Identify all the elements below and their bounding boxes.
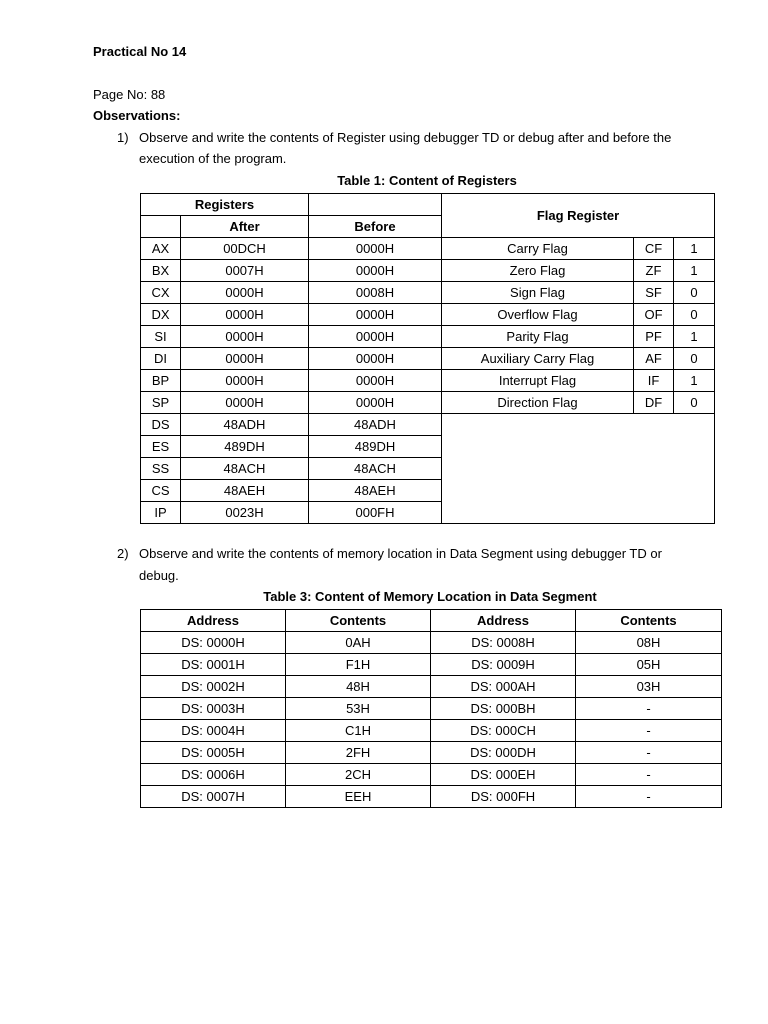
memory-address: DS: 000CH xyxy=(431,720,576,742)
contents-header: Contents xyxy=(576,610,722,632)
memory-address: DS: 0002H xyxy=(141,676,286,698)
register-name: DI xyxy=(141,348,181,370)
memory-content: 53H xyxy=(286,698,431,720)
memory-address: DS: 0003H xyxy=(141,698,286,720)
flag-value: 1 xyxy=(674,370,715,392)
register-before: 0000H xyxy=(309,238,442,260)
register-name-header xyxy=(141,216,181,238)
register-row xyxy=(141,392,715,414)
register-name: DS xyxy=(141,414,181,436)
register-after: 0000H xyxy=(181,370,309,392)
memory-address: DS: 0007H xyxy=(141,786,286,808)
memory-content: - xyxy=(576,786,722,808)
register-after: 0000H xyxy=(181,326,309,348)
register-before: 0000H xyxy=(309,370,442,392)
register-before: 0000H xyxy=(309,326,442,348)
flag-value: 0 xyxy=(674,392,715,414)
flag-value: 0 xyxy=(674,304,715,326)
registers-table xyxy=(140,193,715,524)
flag-abbr: ZF xyxy=(634,260,674,282)
flag-value: 1 xyxy=(674,238,715,260)
memory-content: - xyxy=(576,742,722,764)
register-row xyxy=(141,304,715,326)
memory-address: DS: 0006H xyxy=(141,764,286,786)
memory-row xyxy=(141,742,722,764)
flag-name: Zero Flag xyxy=(442,260,634,282)
q2-number: 2) xyxy=(117,546,129,561)
memory-content: C1H xyxy=(286,720,431,742)
register-row xyxy=(141,348,715,370)
register-row xyxy=(141,282,715,304)
registers-header-spacer xyxy=(309,194,442,216)
memory-address: DS: 000DH xyxy=(431,742,576,764)
flag-abbr: AF xyxy=(634,348,674,370)
register-before: 0000H xyxy=(309,348,442,370)
register-name: SS xyxy=(141,458,181,480)
flag-name: Parity Flag xyxy=(442,326,634,348)
flag-register-header: Flag Register xyxy=(442,194,715,238)
register-before: 489DH xyxy=(309,436,442,458)
practical-number: Practical No 14 xyxy=(93,44,187,59)
register-before: 0000H xyxy=(309,260,442,282)
contents-header: Contents xyxy=(286,610,431,632)
register-after: 0000H xyxy=(181,282,309,304)
memory-address: DS: 000BH xyxy=(431,698,576,720)
memory-address: DS: 000FH xyxy=(431,786,576,808)
register-after: 48ACH xyxy=(181,458,309,480)
q1-text-line1: Observe and write the contents of Register using debugger TD or debug after and before the xyxy=(139,130,672,145)
register-after: 48ADH xyxy=(181,414,309,436)
flag-name: Direction Flag xyxy=(442,392,634,414)
before-header: Before xyxy=(309,216,442,238)
register-row xyxy=(141,260,715,282)
registers-header: Registers xyxy=(141,194,309,216)
register-name: ES xyxy=(141,436,181,458)
register-row xyxy=(141,414,715,436)
register-before: 48AEH xyxy=(309,480,442,502)
memory-address: DS: 0008H xyxy=(431,632,576,654)
memory-content: 48H xyxy=(286,676,431,698)
register-name: IP xyxy=(141,502,181,524)
memory-address: DS: 0004H xyxy=(141,720,286,742)
register-before: 48ADH xyxy=(309,414,442,436)
register-before: 0008H xyxy=(309,282,442,304)
flag-name: Carry Flag xyxy=(442,238,634,260)
q2-text-line2: debug. xyxy=(139,568,179,583)
memory-address: DS: 0000H xyxy=(141,632,286,654)
register-after: 0007H xyxy=(181,260,309,282)
register-name: CX xyxy=(141,282,181,304)
register-row xyxy=(141,326,715,348)
memory-content: - xyxy=(576,764,722,786)
memory-address: DS: 0009H xyxy=(431,654,576,676)
memory-content: 08H xyxy=(576,632,722,654)
memory-row xyxy=(141,786,722,808)
memory-content: 0AH xyxy=(286,632,431,654)
memory-row xyxy=(141,676,722,698)
register-before: 48ACH xyxy=(309,458,442,480)
register-after: 0000H xyxy=(181,304,309,326)
register-after: 0000H xyxy=(181,348,309,370)
register-name: CS xyxy=(141,480,181,502)
register-name: SI xyxy=(141,326,181,348)
flag-value: 1 xyxy=(674,260,715,282)
memory-address: DS: 0005H xyxy=(141,742,286,764)
table3-title: Table 3: Content of Memory Location in Data Segment xyxy=(263,589,597,604)
q1-number: 1) xyxy=(117,130,129,145)
flag-value: 0 xyxy=(674,282,715,304)
register-row xyxy=(141,370,715,392)
address-header: Address xyxy=(141,610,286,632)
table1-title: Table 1: Content of Registers xyxy=(337,173,517,188)
address-header: Address xyxy=(431,610,576,632)
memory-content: - xyxy=(576,698,722,720)
after-header: After xyxy=(181,216,309,238)
memory-address: DS: 000AH xyxy=(431,676,576,698)
memory-row xyxy=(141,764,722,786)
memory-address: DS: 0001H xyxy=(141,654,286,676)
register-name: BX xyxy=(141,260,181,282)
memory-content: EEH xyxy=(286,786,431,808)
memory-row xyxy=(141,720,722,742)
memory-address: DS: 000EH xyxy=(431,764,576,786)
observations-heading: Observations: xyxy=(93,108,181,123)
register-name: AX xyxy=(141,238,181,260)
flag-value: 1 xyxy=(674,326,715,348)
memory-content: 03H xyxy=(576,676,722,698)
register-after: 0023H xyxy=(181,502,309,524)
register-row xyxy=(141,238,715,260)
memory-row xyxy=(141,654,722,676)
memory-row xyxy=(141,698,722,720)
register-after: 0000H xyxy=(181,392,309,414)
flag-abbr: PF xyxy=(634,326,674,348)
flag-name: Overflow Flag xyxy=(442,304,634,326)
memory-content: 2FH xyxy=(286,742,431,764)
flag-name: Sign Flag xyxy=(442,282,634,304)
flag-empty-area xyxy=(442,414,715,524)
register-before: 0000H xyxy=(309,304,442,326)
flag-abbr: DF xyxy=(634,392,674,414)
register-after: 00DCH xyxy=(181,238,309,260)
register-after: 48AEH xyxy=(181,480,309,502)
memory-content: 2CH xyxy=(286,764,431,786)
flag-abbr: SF xyxy=(634,282,674,304)
memory-table xyxy=(140,609,722,808)
register-name: BP xyxy=(141,370,181,392)
flag-abbr: OF xyxy=(634,304,674,326)
register-name: SP xyxy=(141,392,181,414)
memory-content: - xyxy=(576,720,722,742)
q1-text-line2: execution of the program. xyxy=(139,151,287,166)
memory-content: F1H xyxy=(286,654,431,676)
flag-name: Interrupt Flag xyxy=(442,370,634,392)
q2-text-line1: Observe and write the contents of memory location in Data Segment using debugger TD or xyxy=(139,546,662,561)
register-after: 489DH xyxy=(181,436,309,458)
memory-content: 05H xyxy=(576,654,722,676)
register-before: 000FH xyxy=(309,502,442,524)
register-before: 0000H xyxy=(309,392,442,414)
page-number: Page No: 88 xyxy=(93,87,166,102)
register-name: DX xyxy=(141,304,181,326)
flag-value: 0 xyxy=(674,348,715,370)
flag-abbr: IF xyxy=(634,370,674,392)
memory-row xyxy=(141,632,722,654)
flag-name: Auxiliary Carry Flag xyxy=(442,348,634,370)
flag-abbr: CF xyxy=(634,238,674,260)
